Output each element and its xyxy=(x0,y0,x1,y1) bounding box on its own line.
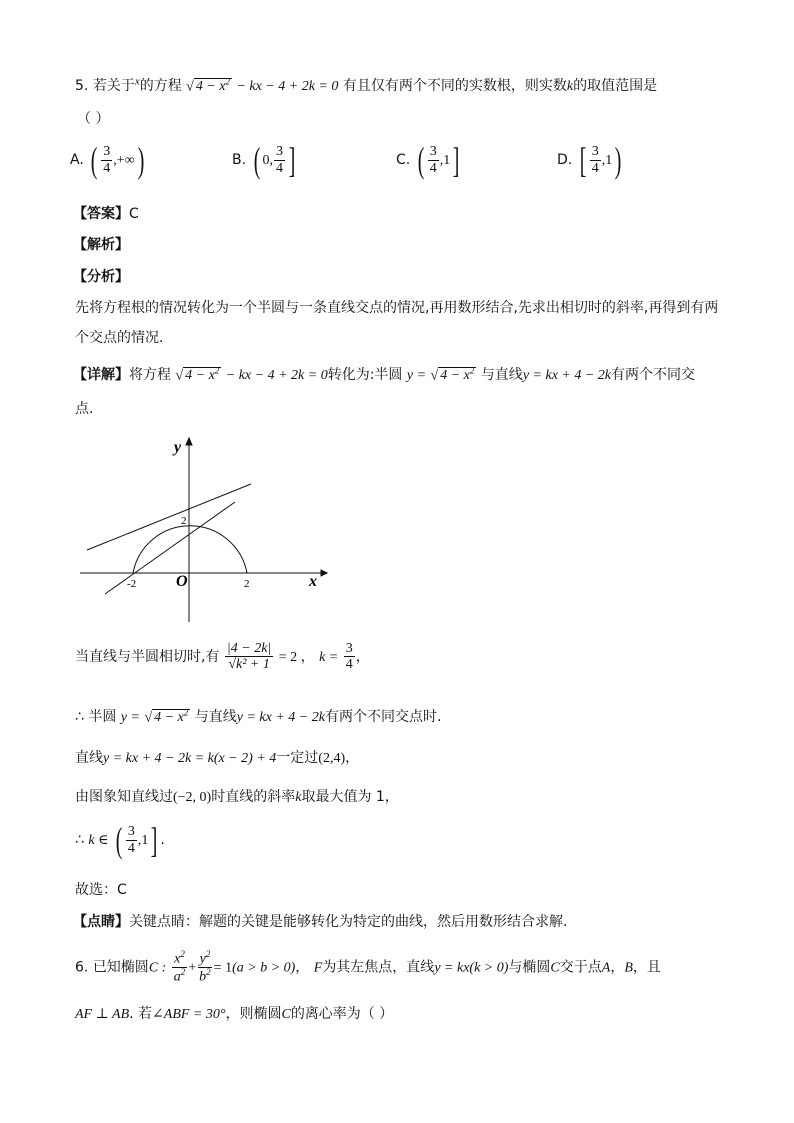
y-axis-label: y xyxy=(174,439,182,456)
answer-line: 【答案】C xyxy=(73,206,139,222)
secant-line xyxy=(105,502,235,594)
option-d[interactable]: D. [ $\frac{3}{4}$ ,1) xyxy=(557,140,622,180)
therefore-line-2: ∴ k ∈ ( $\frac{3}{4}$ ,1] . xyxy=(75,820,165,860)
q5-stem: 5. 若关于$^x$的方程 √ $4 - x^2$ − kx − 4 + 2k = 0 有且仅有两个不同的实数根，则实数k的取值范围是 xyxy=(75,75,658,95)
tick-2-y: 2 xyxy=(181,515,187,527)
y-axis-arrow xyxy=(186,438,192,445)
option-b[interactable]: B. ( 0, $\frac{3}{4}$ ] xyxy=(232,140,296,180)
fenxi-line-1: 先将方程根的情况转化为一个半圆与一条直线交点的情况,再用数形结合,先求出相切时的斜率,再得到有两 xyxy=(75,300,719,316)
origin-label: O xyxy=(176,573,188,590)
semicircle-graph xyxy=(75,432,335,627)
detail-line-2: 点. xyxy=(75,401,94,417)
therefore-line-1: ∴ 半圆 y = √ $4 - x^2$ 与直线y = kx + 4 − 2k有两个不同交点时. xyxy=(75,707,442,726)
choose-line: 故选：C xyxy=(75,882,127,898)
option-a[interactable]: A. ( $\frac{3}{4}$ ,+∞) xyxy=(70,140,144,180)
answer-blank: （ ） xyxy=(77,111,110,127)
tangent-line xyxy=(87,484,251,550)
x-axis-label: x xyxy=(309,573,317,590)
key-point: 【点睛】关键点睛：解题的关键是能够转化为特定的曲线，然后用数形结合求解. xyxy=(73,914,568,930)
tick-2-x: 2 xyxy=(244,578,250,590)
question-number: 5. xyxy=(75,78,89,94)
semicircle xyxy=(133,526,247,573)
analysis-heading: 【解析】 xyxy=(73,237,129,253)
detail-line-1: 【详解】将方程 √ $4 - x^2$ − kx − 4 + 2k = 0转化为:半圆 y = √ $4 - x^2$ 与直线y = kx + 4 − 2k有两个不同交 xyxy=(73,365,696,384)
answer-value: C xyxy=(129,206,139,222)
option-c[interactable]: C. ( $\frac{3}{4}$ ,1] xyxy=(396,140,460,180)
question-number: 6. xyxy=(75,959,89,976)
x-axis-arrow xyxy=(321,570,327,576)
q6-stem: 6. 已知椭圆C : $\frac{x^2}{a^2}$ + $\frac{y^2}{b^2}$ = 1(a > b > 0)， F为其左焦点，直线y = kx(k > 0)与椭圆C交于点A，B，且 xyxy=(75,949,661,985)
fenxi-heading: 【分析】 xyxy=(73,269,129,285)
fenxi-line-2: 个交点的情况. xyxy=(75,330,164,346)
tangent-line-text: 当直线与半圆相切时,有 $\frac{|4 - 2k|}{\text{√k² + 1}}$ = 2 ， k = $\frac{3}{4}$ ， xyxy=(75,641,370,673)
line-through-point: 直线y = kx + 4 − 2k = k(x − 2) + 4一定过(2,4)， xyxy=(75,750,360,766)
max-slope-line: 由图象知直线过(−2, 0)时直线的斜率k取最大值为 1， xyxy=(75,789,399,805)
tick-neg2: -2 xyxy=(127,578,137,590)
sqrt-expr: √ $4 - x^2$ xyxy=(186,76,231,95)
q6-line-2: AF ⊥ AB. 若∠ABF = 30°，则椭圆C的离心率为（ ） xyxy=(75,1006,394,1022)
